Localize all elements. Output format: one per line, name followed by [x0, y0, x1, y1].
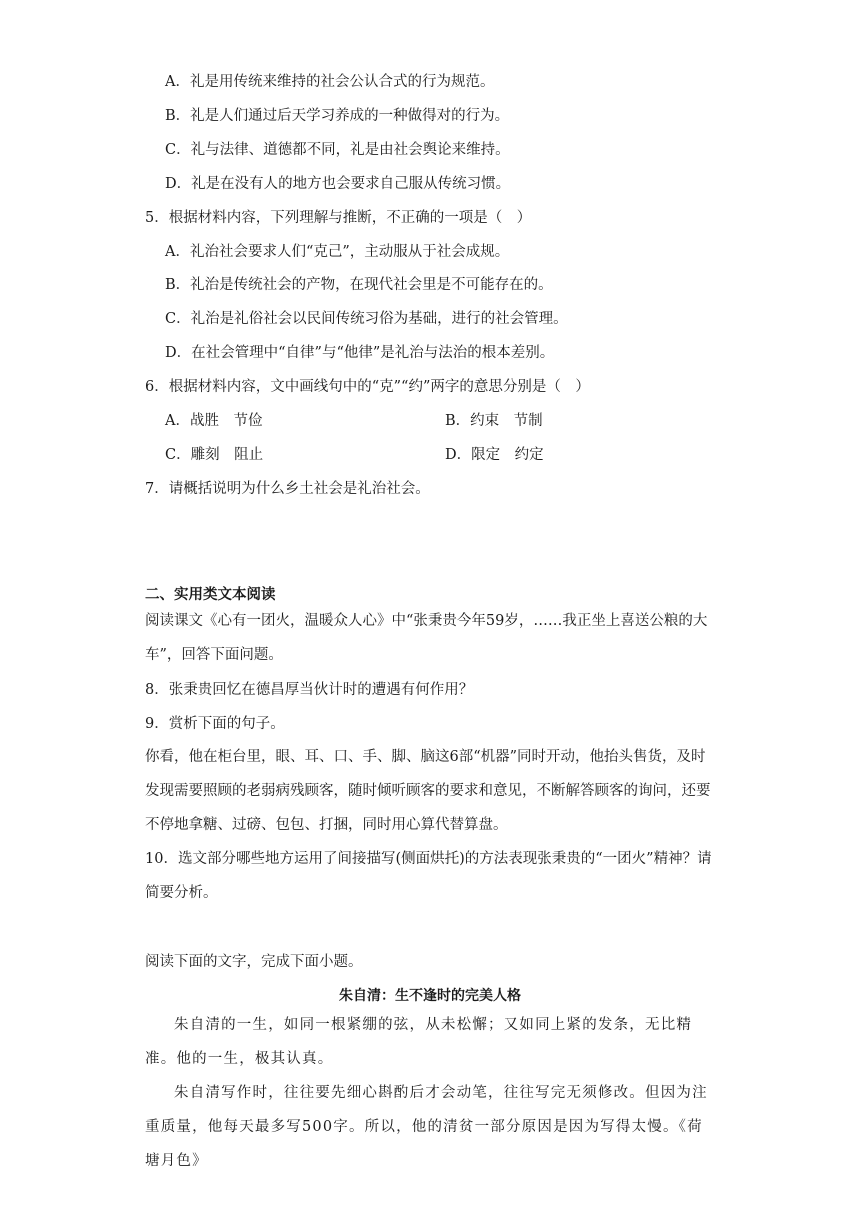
section3-instruction: 阅读下面的文字，完成下面小题。: [145, 954, 363, 970]
section2-intro: 阅读课文《心有一团火，温暖众人心》中“张秉贵今年59岁，……我正坐上喜送公粮的大车”，回答下面问题。: [145, 613, 708, 663]
q4-option-c: C．礼与法律、道德都不同，礼是由社会舆论来维持。: [165, 142, 510, 158]
q6-option-d: D．限定 约定: [445, 447, 544, 463]
q5-option-b: B．礼治是传统社会的产物，在现代社会里是不可能存在的。: [165, 277, 553, 293]
q5-option-d: D．在社会管理中“自律”与“他律”是礼治与法治的根本差别。: [165, 345, 555, 361]
q6-option-c: C．雕刻 阻止: [165, 447, 264, 463]
q9: 9．赏析下面的句子。: [145, 716, 285, 732]
q4-option-d: D．礼是在没有人的地方也会要求自己服从传统习惯。: [165, 176, 511, 192]
q5-option-a: A．礼治社会要求人们“克己”，主动服从于社会成规。: [165, 244, 510, 260]
q8: 8．张秉贵回忆在德昌厚当伙计时的遭遇有何作用？: [145, 682, 474, 698]
article-paragraph-2: 朱自清写作时，往往要先细心斟酌后才会动笔，往往写完无须修改。但因为注重质量，他每天最多写500字。所以，他的清贫一部分原因是因为写得太慢。《荷塘月色》: [145, 1085, 708, 1169]
article-title: 朱自清：生不逢时的完美人格: [339, 988, 521, 1004]
q4-option-a: A．礼是用传统来维持的社会公认合式的行为规范。: [165, 74, 495, 90]
article-paragraph-1: 朱自清的一生，如同一根紧绷的弦，从未松懈；又如同上紧的发条，无比精准。他的一生，极其认真。: [145, 1017, 693, 1067]
q5-option-c: C．礼治是礼俗社会以民间传统习俗为基础，进行的社会管理。: [165, 311, 568, 327]
q6-option-a: A．战胜 节俭: [165, 413, 263, 429]
q6-option-b: B．约束 节制: [445, 413, 543, 429]
q6-stem: 6．根据材料内容，文中画线句中的“克”“约”两字的意思分别是（ ）: [145, 379, 590, 395]
q9-quote: 你看，他在柜台里，眼、耳、口、手、脚、脑这6部“机器”同时开动，他抬头售货，及时发现需要照顾的老弱病残顾客，随时倾听顾客的要求和意见，不断解答顾客的询问，还要不停地拿糖、过磅、包包、打捆，同时用心算代替算盘。: [145, 749, 711, 833]
section-heading: 二、实用类文本阅读: [145, 586, 276, 603]
q4-option-b: B．礼是人们通过后天学习养成的一种做得对的行为。: [165, 108, 510, 124]
q10: 10．选文部分哪些地方运用了间接描写(侧面烘托)的方法表现张秉贵的“一团火”精神？请简要分析。: [145, 851, 712, 901]
q5-stem: 5．根据材料内容，下列理解与推断，不正确的一项是（ ）: [145, 210, 532, 226]
q7: 7．请概括说明为什么乡土社会是礼治社会。: [145, 481, 430, 497]
